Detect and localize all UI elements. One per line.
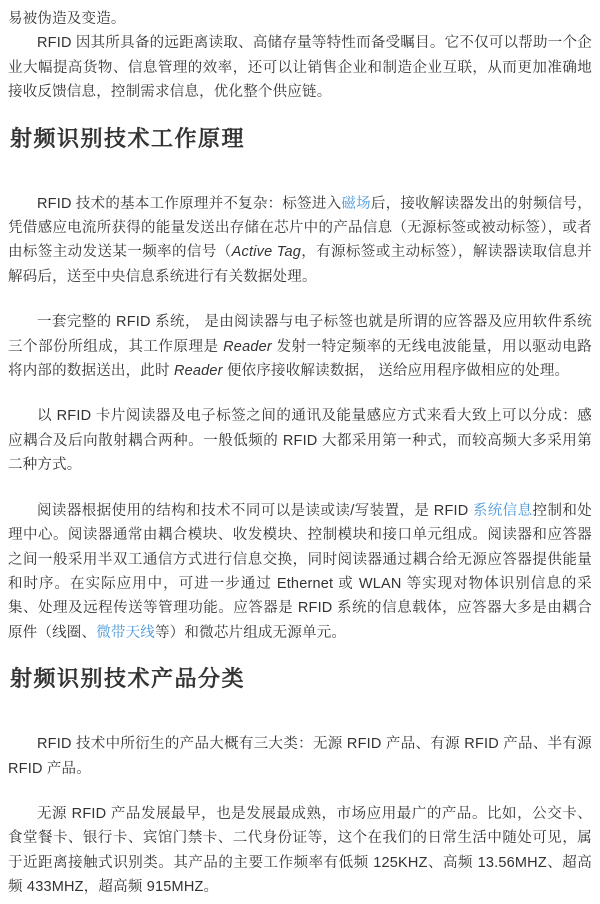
text-span: 以 RFID 卡片阅读器及电子标签之间的通讯及能量感应方式来看大致上可以分成：感应耦合及后向散射耦合两种。一般低频的 RFID 大都采用第一种式，而较高频大多采用第二种方式。 bbox=[8, 408, 592, 474]
text-span: 等）和微芯片组成无源单元。 bbox=[155, 624, 347, 641]
paragraph bbox=[8, 310, 592, 383]
text-span: 后，接收解读器发出的射频信号，凭借感应电流所获得的能量发送出存储在芯片中的产品信息（无源标签或被动标签），或者由标签主动发送某一频率的信号（ bbox=[8, 195, 592, 261]
inline-link[interactable]: 系统信息 bbox=[472, 502, 533, 519]
inline-link[interactable]: 微带天线 bbox=[96, 624, 156, 641]
text-span: RFID 技术的基本工作原理并不复杂：标签进入 bbox=[37, 195, 342, 212]
paragraph bbox=[8, 192, 592, 290]
section-heading: 射频识别技术工作原理 bbox=[10, 125, 246, 151]
article-body bbox=[8, 7, 592, 900]
text-span: RFID 技术中所衍生的产品大概有三大类：无源 RFID 产品、有源 RFID 产品、半有源 RFID 产品。 bbox=[8, 736, 592, 777]
paragraph bbox=[8, 404, 592, 477]
paragraph bbox=[8, 499, 592, 645]
text-span: ，有源标签或主动标签），解读器读取信息并解码后，送至中央信息系统进行有关数据处理。 bbox=[8, 244, 593, 285]
text-span: RFID 因其所具备的远距离读取、高储存量等特性而备受瞩目。它不仅可以帮助一个企业大幅提高货物、信息管理的效率，还可以让销售企业和制造企业互联，从而更加准确地接收反馈信息，控制需求信息，优化整个供应链。 bbox=[8, 35, 592, 101]
paragraph bbox=[8, 31, 592, 104]
inline-link[interactable]: 磁场 bbox=[341, 195, 371, 212]
text-span: 阅读器根据使用的结构和技术不同可以是读或读/写装置，是 RFID bbox=[37, 502, 473, 519]
text-span: 控制和处理中心。阅读器通常由耦合模块、收发模块、控制模块和接口单元组成。阅读器和应答器之间一般采用半双工通信方式进行信息交换，同时阅读器通过耦合给无源应答器提供能量和时序。在实际应用中，可进一步通过 Ethernet 或 WLAN 等实现对物体识别信息的采集、处理及远程传送等管理功能。应答器是 RFID 系统的信息载体，应答器大多是由耦合原件（线圈、 bbox=[8, 502, 592, 641]
paragraph bbox=[8, 732, 592, 781]
italic-term: Reader bbox=[173, 363, 223, 380]
paragraph bbox=[8, 7, 592, 31]
paragraph bbox=[8, 802, 592, 900]
italic-term: Active Tag bbox=[231, 244, 302, 261]
section-heading: 射频识别技术产品分类 bbox=[10, 666, 246, 692]
italic-term: Reader bbox=[223, 338, 272, 355]
text-span: 发射一特定频率的无线电波能量，用以驱动电路将内部的数据送出，此时 bbox=[8, 338, 592, 380]
text-span: 无源 RFID 产品发展最早，也是发展最成熟，市场应用最广的产品。比如，公交卡、食堂餐卡、银行卡、宾馆门禁卡、二代身份证等，这个在我们的日常生活中随处可见，属于近距离接触式识别类。其产品的主要工作频率有低频 125KHZ、高频 13.56MHZ、超高频 433MHZ，超高频 915MHZ。 bbox=[8, 805, 592, 896]
text-span: 一套完整的 RFID 系统， 是由阅读器与电子标签也就是所谓的应答器及应用软件系统三个部份所组成，其工作原理是 bbox=[8, 314, 592, 355]
text-span: 便依序接收解读数据， 送给应用程序做相应的处理。 bbox=[222, 363, 570, 380]
text-span: 易被伪造及变造。 bbox=[8, 11, 126, 27]
